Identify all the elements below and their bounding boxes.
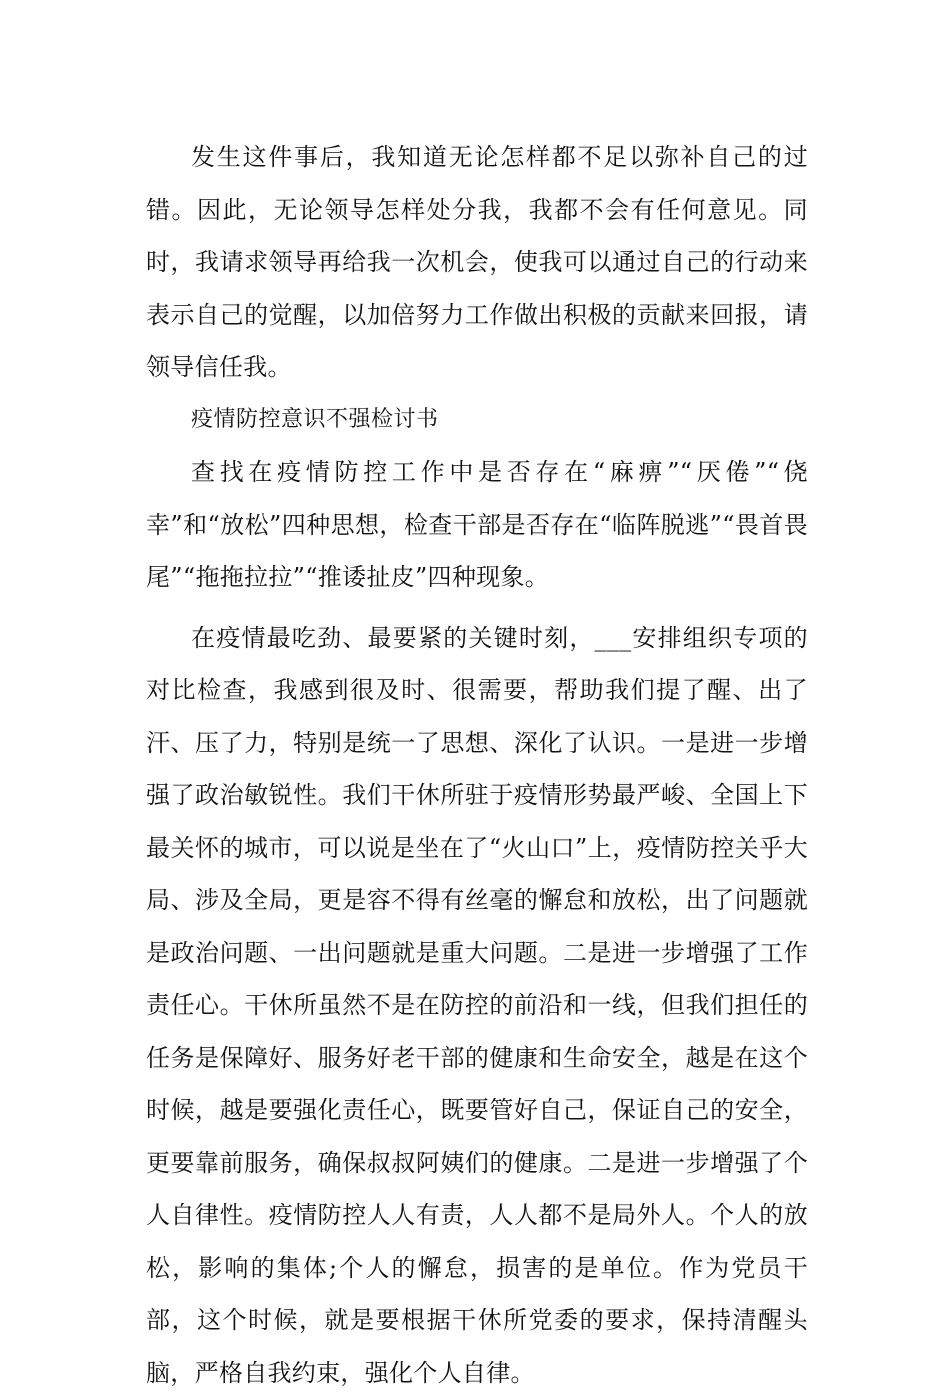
paragraph-gap <box>146 604 808 612</box>
paragraph-self-check: 查找在疫情防控工作中是否存在“麻痹”“厌倦”“侥幸”和“放松”四种思想，检查干部是否存在“临阵脱逃”“畏首畏尾”“拖拖拉拉”“推诿扯皮”四种现象。 <box>146 446 808 604</box>
section-title: 疫情防控意识不强检讨书 <box>146 394 808 447</box>
paragraph-apology-closing: 发生这件事后，我知道无论怎样都不足以弥补自己的过错。因此，无论领导怎样处分我，我都不会有任何意见。同时，我请求领导再给我一次机会，使我可以通过自己的行动来表示自己的觉醒，以加倍努力工作做出积极的贡献来回报，请领导信任我。 <box>146 131 808 394</box>
paragraph-reflection: 在疫情最吃劲、最要紧的关键时刻，___安排组织专项的对比检查，我感到很及时、很需要，帮助我们提了醒、出了汗、压了力，特别是统一了思想、深化了认识。一是进一步增强了政治敏锐性。我们干休所驻于疫情形势最严峻、全国上下最关怀的城市，可以说是坐在了“火山口”上，疫情防控关乎大局、涉及全局，更是容不得有丝毫的懈怠和放松，出了问题就是政治问题、一出问题就是重大问题。二是进一步增强了工作责任心。干休所虽然不是在防控的前沿和一线，但我们担任的任务是保障好、服务好老干部的健康和生命安全，越是在这个时候，越是要强化责任心，既要管好自己，保证自己的安全，更要靠前服务，确保叔叔阿姨们的健康。二是进一步增强了个人自律性。疫情防控人人有责，人人都不是局外人。个人的放松，影响的集体;个人的懈怠，损害的是单位。作为党员干部，这个时候，就是要根据干休所党委的要求，保持清醒头脑，严格自我约束，强化个人自律。 <box>146 612 808 1399</box>
document-page <box>146 131 808 1399</box>
